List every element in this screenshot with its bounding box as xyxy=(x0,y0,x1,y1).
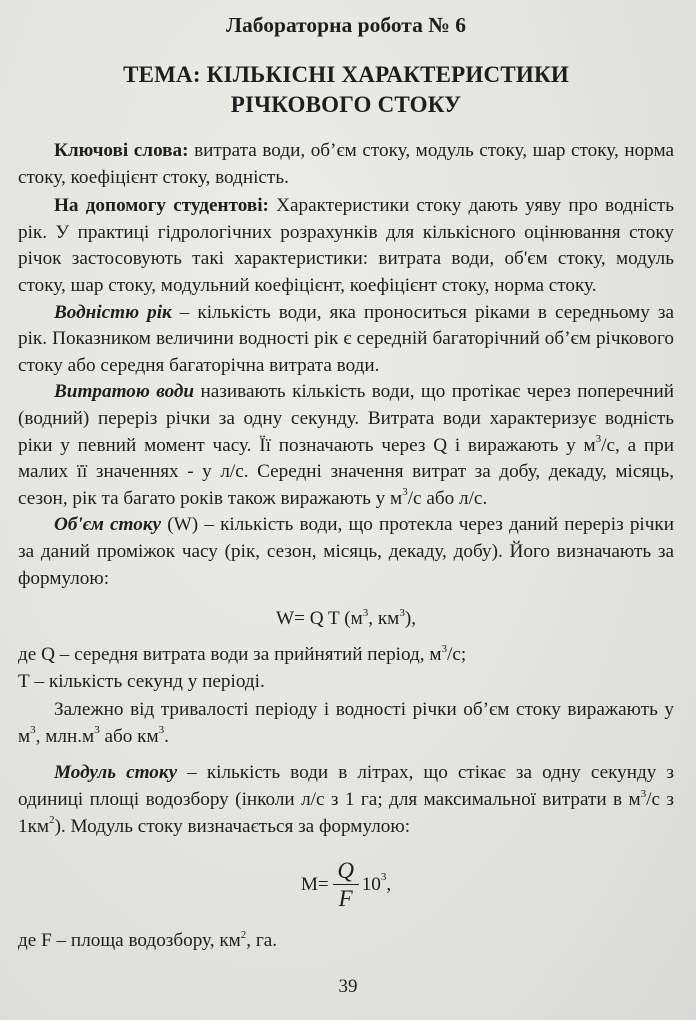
discharge-paragraph xyxy=(18,379,674,512)
body-text xyxy=(18,138,674,955)
superscript: 3 xyxy=(640,787,647,800)
water-content-term: Водністю рік xyxy=(54,301,172,323)
topic-heading xyxy=(18,60,674,120)
topic-line-2: РІЧКОВОГО СТОКУ xyxy=(230,92,462,117)
fraction xyxy=(333,858,359,913)
keywords-text: витрата води, об’єм стоку, модуль стоку, шар стоку, норма стоку, коефіцієнт стоку, водність. xyxy=(18,140,675,188)
where-f-text-a: де F – площа водозбору, км xyxy=(18,930,241,952)
superscript: 2 xyxy=(240,928,247,941)
discharge-text-b: /с, а при малих її значеннях - у л/с. Середні значення витрат за добу, декаду, місяць, сезон, рік та багато років також виражають у м xyxy=(18,434,674,509)
superscript: 3 xyxy=(362,606,369,619)
lab-title: Лабораторна робота № 6 xyxy=(226,13,466,37)
where-f-line xyxy=(18,928,674,955)
superscript: 3 xyxy=(441,642,448,655)
formula-w-part-c: ), xyxy=(404,608,416,630)
volume-units-paragraph xyxy=(18,697,674,750)
runoff-volume-text: (W) – кількість води, що протекла через даний переріз річки за даний проміжок часу (рік, сезон, місяць, декаду, добу). Його визначають за формулою: xyxy=(18,514,674,589)
formula-w-part-a: W= Q T (м xyxy=(276,608,363,630)
superscript: 3 xyxy=(158,724,165,737)
volume-units-text-c: або км xyxy=(99,725,159,747)
runoff-modulus-paragraph xyxy=(18,760,674,840)
superscript: 3 xyxy=(30,724,36,737)
runoff-modulus-text-c: ). Модуль стоку визначається за формулою: xyxy=(54,815,411,837)
discharge-text-a: називають кількість води, що протікає через поперечний (водний) переріз річки за одну секунду. Витрата води характеризує водність ріки у певний момент часу. Її позначають через Q і виражають у м xyxy=(18,381,675,456)
superscript: 3 xyxy=(94,724,100,737)
water-content-text: – кількість води, яка проноситься ріками в середньому за рік. Показником величини водності рік є середній багаторічний об’єм річкового стоку або середня багаторічна витрата води. xyxy=(18,301,674,376)
where-t-line: Т – кількість секунд у періоді. xyxy=(18,670,265,692)
volume-units-text-a: Залежно від тривалості періоду і водності річки об’єм стоку виражають у м xyxy=(18,699,674,747)
runoff-modulus-text-b: /с з 1км xyxy=(18,789,674,837)
where-f-text-b: , га. xyxy=(246,930,278,952)
fraction-numerator: Q xyxy=(337,857,355,883)
where-q-text-b: /с; xyxy=(447,644,467,666)
keywords-paragraph xyxy=(18,138,674,191)
water-content-paragraph xyxy=(18,300,674,380)
superscript: 3 xyxy=(402,486,408,499)
superscript: 3 xyxy=(595,433,602,446)
where-q-line xyxy=(18,642,674,669)
student-help-text: Характеристики стоку дають уяву про водність рік. У практиці гідрологічних розрахунків для кількісного оцінювання стоку річок застосовують такі характеристики: витрата води, об'єм стоку, модуль стоку, шар стоку, модульний коефіцієнт, коефіцієнт стоку, норма стоку. xyxy=(18,195,674,296)
runoff-modulus-term: Модуль стоку xyxy=(54,762,178,784)
runoff-volume-term: Об'єм стоку xyxy=(54,514,162,536)
where-q-text-a: де Q – середня витрата води за прийнятий період, м xyxy=(18,644,442,666)
formula-runoff-modulus: M= $\frac{Q}{F}$ 10 $^3$ , xyxy=(300,857,392,911)
fraction-denominator: F xyxy=(338,885,353,911)
discharge-text-c: /с або л/с. xyxy=(407,487,488,509)
formula-m-factor: 10 xyxy=(361,873,381,895)
runoff-modulus-text-a: – кількість води в літрах, що стікає за одну секунду з одиниці площі водозбору (інколи л/с з 1 га; для максимальної витрати в м xyxy=(18,762,674,811)
formula-runoff-volume xyxy=(18,606,674,632)
superscript: 3 xyxy=(399,606,405,619)
formula-m-lhs: M= xyxy=(300,873,329,895)
student-help-label: На допомогу студентові: xyxy=(54,195,269,217)
formula-m-trail: , xyxy=(386,873,392,895)
volume-units-text-b: , млн.м xyxy=(35,725,95,747)
volume-units-text-d: . xyxy=(164,725,169,747)
runoff-volume-paragraph xyxy=(18,512,674,592)
topic-line-1: ТЕМА: КІЛЬКІСНІ ХАРАКТЕРИСТИКИ xyxy=(123,62,569,87)
keywords-label: Ключові слова: xyxy=(54,140,189,161)
discharge-term: Витратою води xyxy=(54,381,195,403)
student-help-paragraph xyxy=(18,193,674,299)
page-number: 39 xyxy=(338,976,358,997)
superscript: 2 xyxy=(49,814,55,827)
formula-w-part-b: , км xyxy=(368,608,400,630)
